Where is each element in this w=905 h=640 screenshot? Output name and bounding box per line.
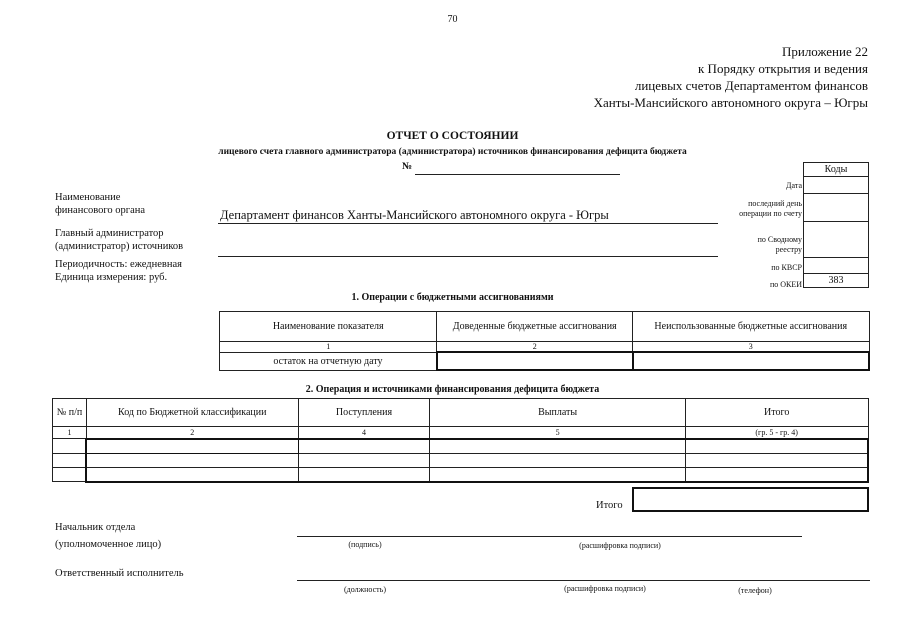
last-day-label: последний день операции по счету — [739, 199, 802, 218]
section1-title: 1. Операции с бюджетными ассигнованиями — [351, 292, 554, 303]
total-label: Итого — [596, 500, 623, 511]
head-label: Начальник отдела (уполномоченное лицо) — [55, 522, 162, 550]
table-cell[interactable] — [298, 454, 430, 468]
s1-header: Неиспользованные бюджетные ассигнования — [633, 312, 870, 342]
table-cell[interactable] — [430, 454, 685, 468]
table-cell[interactable] — [685, 439, 868, 454]
s1-assigned-cell[interactable] — [437, 352, 633, 370]
head-signature-line[interactable] — [297, 536, 802, 537]
s1-colnum: 1 — [220, 342, 437, 353]
table-cell[interactable] — [86, 454, 298, 468]
position-caption: (должность) — [344, 585, 386, 594]
table-cell[interactable] — [86, 439, 298, 454]
table-cell[interactable] — [298, 468, 430, 482]
table-cell[interactable] — [53, 439, 87, 454]
appendix-line: к Порядку открытия и ведения — [697, 61, 868, 76]
kvsr-label: по КВСР — [771, 263, 802, 272]
section2-table — [52, 398, 869, 483]
report-subtitle: лицевого счета главного администратора (администратора) источников финансирования дефицита бюджета — [218, 147, 687, 157]
s2-colnum: 4 — [298, 427, 430, 439]
decipher-caption: (расшифровка подписи) — [579, 541, 661, 550]
number-label: № — [402, 161, 413, 172]
s2-colnum: 5 — [430, 427, 685, 439]
s1-colnum: 3 — [633, 342, 870, 353]
s2-colnum: 1 — [53, 427, 87, 439]
s2-header: Выплаты — [430, 399, 685, 427]
total-cell[interactable] — [632, 487, 869, 512]
s1-row-label: остаток на отчетную дату — [220, 352, 437, 370]
fin-org-underline — [218, 223, 718, 224]
s2-header: Поступления — [298, 399, 430, 427]
fin-org-value: Департамент финансов Ханты-Мансийского автономного округа - Югры — [220, 208, 609, 222]
signature-caption: (подпись) — [348, 540, 382, 549]
codes-table — [803, 162, 869, 288]
table-cell[interactable] — [430, 468, 685, 482]
phone-caption: (телефон) — [738, 586, 772, 595]
okei-code-cell: 383 — [804, 274, 869, 288]
decipher-caption-2: (расшифровка подписи) — [564, 584, 646, 593]
table-cell[interactable] — [86, 468, 298, 482]
last-day-code-cell[interactable] — [804, 194, 869, 222]
fin-org-label: Наименование финансового органа — [55, 192, 146, 216]
appendix-block — [594, 43, 868, 111]
executor-label: Ответственный исполнитель — [55, 568, 184, 579]
s1-colnum: 2 — [437, 342, 633, 353]
appendix-line: лицевых счетов Департаментом финансов — [634, 78, 868, 93]
table-row — [53, 439, 869, 454]
registry-label: по Сводному реестру — [757, 235, 802, 254]
table-row — [53, 454, 869, 468]
s1-unused-cell[interactable] — [633, 352, 870, 370]
table-cell[interactable] — [430, 439, 685, 454]
admin-field[interactable] — [218, 256, 718, 257]
section1-table — [219, 311, 870, 371]
table-cell[interactable] — [53, 454, 87, 468]
table-cell[interactable] — [53, 468, 87, 482]
appendix-line: Ханты-Мансийского автономного округа – Югры — [593, 95, 868, 110]
s2-header: Код по Бюджетной классификации — [86, 399, 298, 427]
kvsr-code-cell[interactable] — [804, 258, 869, 274]
s2-colnum: (гр. 5 - гр. 4) — [685, 427, 868, 439]
table-cell[interactable] — [685, 468, 868, 482]
date-code-cell[interactable] — [804, 177, 869, 194]
s2-header: Итого — [685, 399, 868, 427]
table-cell[interactable] — [685, 454, 868, 468]
unit: Единица измерения: руб. — [55, 272, 168, 283]
s2-colnum: 2 — [86, 427, 298, 439]
appendix-line: Приложение 22 — [781, 44, 868, 59]
registry-code-cell[interactable] — [804, 222, 869, 258]
admin-label: Главный администратор (администратор) источников — [55, 228, 184, 252]
s2-header: № п/п — [53, 399, 87, 427]
codes-header: Коды — [804, 163, 869, 177]
okei-label: по ОКЕИ — [769, 280, 802, 289]
periodicity: Периодичность: ежедневная — [55, 259, 182, 270]
table-cell[interactable] — [298, 439, 430, 454]
section2-title: 2. Операция и источниками финансирования дефицита бюджета — [305, 384, 600, 395]
number-field[interactable] — [415, 174, 620, 175]
table-row — [53, 468, 869, 482]
report-title: ОТЧЕТ О СОСТОЯНИИ — [386, 130, 519, 142]
s1-header: Наименование показателя — [220, 312, 437, 342]
executor-line[interactable] — [297, 580, 870, 581]
date-label: Дата — [786, 181, 802, 190]
page-number: 70 — [447, 14, 458, 25]
s1-header: Доведенные бюджетные ассигнования — [437, 312, 633, 342]
